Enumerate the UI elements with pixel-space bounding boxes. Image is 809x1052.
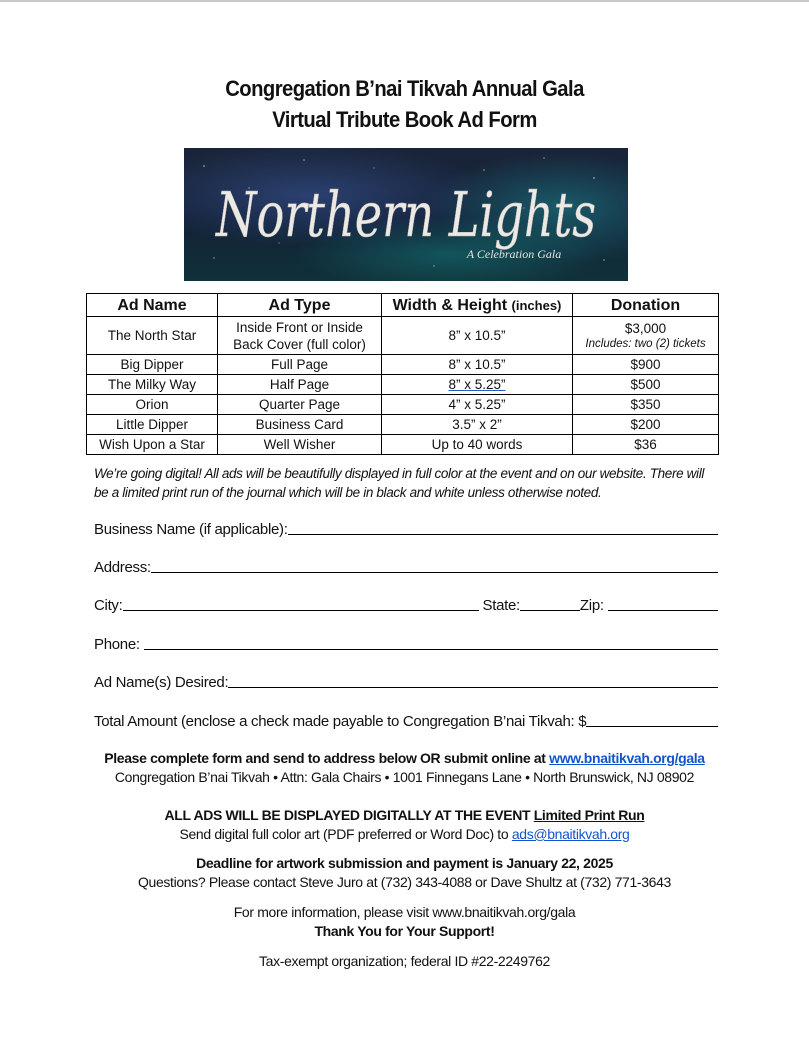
ad-names-blank[interactable] [228, 687, 718, 688]
table-row [87, 375, 719, 395]
banner-headline: Northern Lights [214, 178, 596, 251]
ad-name-cell: Wish Upon a Star [87, 435, 218, 455]
table-row [87, 435, 719, 455]
ad-type-cell: Business Card [218, 415, 382, 435]
ad-type-cell: Half Page [218, 375, 382, 395]
phone-blank[interactable] [144, 649, 718, 650]
ad-type-cell: Well Wisher [218, 435, 382, 455]
col-header-ad-name: Ad Name [87, 294, 218, 317]
ad-name-cell: Big Dipper [87, 355, 218, 375]
page-title: Congregation B’nai Tikvah Annual Gala [225, 76, 584, 101]
ad-size-cell [382, 375, 573, 395]
ad-type-cell: Full Page [218, 355, 382, 375]
address-field[interactable] [94, 554, 718, 576]
table-row [87, 415, 719, 435]
ad-size-cell: 4” x 5.25” [382, 395, 573, 415]
ad-type-cell [218, 317, 382, 355]
table-row [87, 355, 719, 375]
art-text: Send digital full color art (PDF preferred or Word Doc) to [179, 826, 509, 842]
total-amount-field[interactable] [94, 708, 718, 730]
donation-cell: $500 [573, 375, 719, 395]
page-top-border [0, 0, 809, 2]
ad-pricing-table [86, 293, 719, 455]
city-label: City: [94, 597, 123, 614]
submit-text: Please complete form and send to address below OR submit online at [104, 750, 546, 766]
city-state-zip-row [94, 592, 718, 614]
ad-names-label: Ad Name(s) Desired: [94, 674, 229, 691]
banner-subline: A Celebration Gala [466, 247, 562, 261]
ad-size-value: 8” x 5.25” [448, 377, 506, 392]
business-name-label: Business Name (if applicable): [94, 521, 288, 538]
ad-type-line1: Inside Front or Inside [236, 319, 363, 335]
banner-artwork [184, 148, 628, 281]
address-blank[interactable] [151, 572, 718, 573]
col-header-ad-type: Ad Type [218, 294, 382, 317]
table-row [87, 317, 719, 355]
gala-link[interactable]: www.bnaitikvah.org/gala [549, 750, 705, 766]
ad-name-cell: Little Dipper [87, 415, 218, 435]
phone-label: Phone: [94, 636, 140, 653]
limited-print-text: Limited Print Run [533, 807, 645, 823]
phone-field[interactable] [94, 631, 718, 653]
state-blank[interactable] [520, 610, 580, 611]
business-name-blank[interactable] [288, 534, 718, 535]
ad-size-cell: 8” x 10.5” [382, 355, 573, 375]
dimensions-unit: (inches) [511, 297, 562, 313]
dimensions-label: Width & Height [392, 296, 508, 314]
northern-lights-banner [184, 148, 628, 281]
total-amount-blank[interactable] [586, 726, 718, 727]
ad-names-field[interactable] [94, 669, 718, 691]
ad-name-cell: The Milky Way [87, 375, 218, 395]
col-header-donation: Donation [573, 294, 719, 317]
art-submission-line [0, 826, 809, 842]
donation-cell: $200 [573, 415, 719, 435]
zip-label: Zip: [579, 597, 604, 614]
ad-size-cell: 3.5” x 2” [382, 415, 573, 435]
ad-name-cell: The North Star [87, 317, 218, 355]
digital-display-line [0, 807, 809, 823]
ads-email-link[interactable]: ads@bnaitikvah.org [511, 826, 630, 842]
thank-you-text: Thank You for Your Support! [314, 923, 495, 939]
submit-instructions [0, 750, 809, 766]
city-blank[interactable] [123, 610, 479, 611]
total-amount-label: Total Amount (enclose a check made payable to Congregation B’nai Tikvah: $ [94, 713, 587, 730]
zip-blank[interactable] [608, 610, 718, 611]
ad-type-line2: Back Cover (full color) [233, 336, 366, 352]
col-header-dimensions [382, 294, 573, 317]
digital-text: ALL ADS WILL BE DISPLAYED DIGITALLY AT THE EVENT [164, 807, 531, 823]
donation-cell: $36 [573, 435, 719, 455]
table-header-row [87, 294, 719, 317]
ad-size-cell: Up to 40 words [382, 435, 573, 455]
page-subtitle: Virtual Tribute Book Ad Form [272, 107, 537, 132]
digital-notice: We’re going digital! All ads will be beautifully displayed in full color at the event and on our website. There will be a limited print run of the journal which will be in black and white unless otherwise noted. [94, 466, 705, 500]
ad-size-cell: 8” x 10.5” [382, 317, 573, 355]
address-label: Address: [94, 559, 151, 576]
tax-id-text: Tax-exempt organization; federal ID #22-2249762 [259, 953, 550, 969]
donation-amount: $3,000 [624, 321, 667, 336]
more-info-text: For more information, please visit www.bnaitikvah.org/gala [233, 904, 576, 920]
state-label: State: [482, 597, 520, 614]
donation-cell: $350 [573, 395, 719, 415]
donation-cell [573, 317, 719, 355]
mailing-address: Congregation B’nai Tikvah • Attn: Gala Chairs • 1001 Finnegans Lane • North Brunswick, NJ 08902 [114, 769, 695, 785]
business-name-field[interactable] [94, 516, 718, 538]
ad-type-cell: Quarter Page [218, 395, 382, 415]
deadline-text: Deadline for artwork submission and payment is January 22, 2025 [196, 855, 613, 871]
table-row [87, 395, 719, 415]
contact-text: Questions? Please contact Steve Juro at (732) 343-4088 or Dave Shultz at (732) 771-3643 [137, 874, 671, 890]
donation-cell: $900 [573, 355, 719, 375]
donation-note: Includes: two (2) tickets [585, 338, 706, 350]
ad-name-cell: Orion [87, 395, 218, 415]
